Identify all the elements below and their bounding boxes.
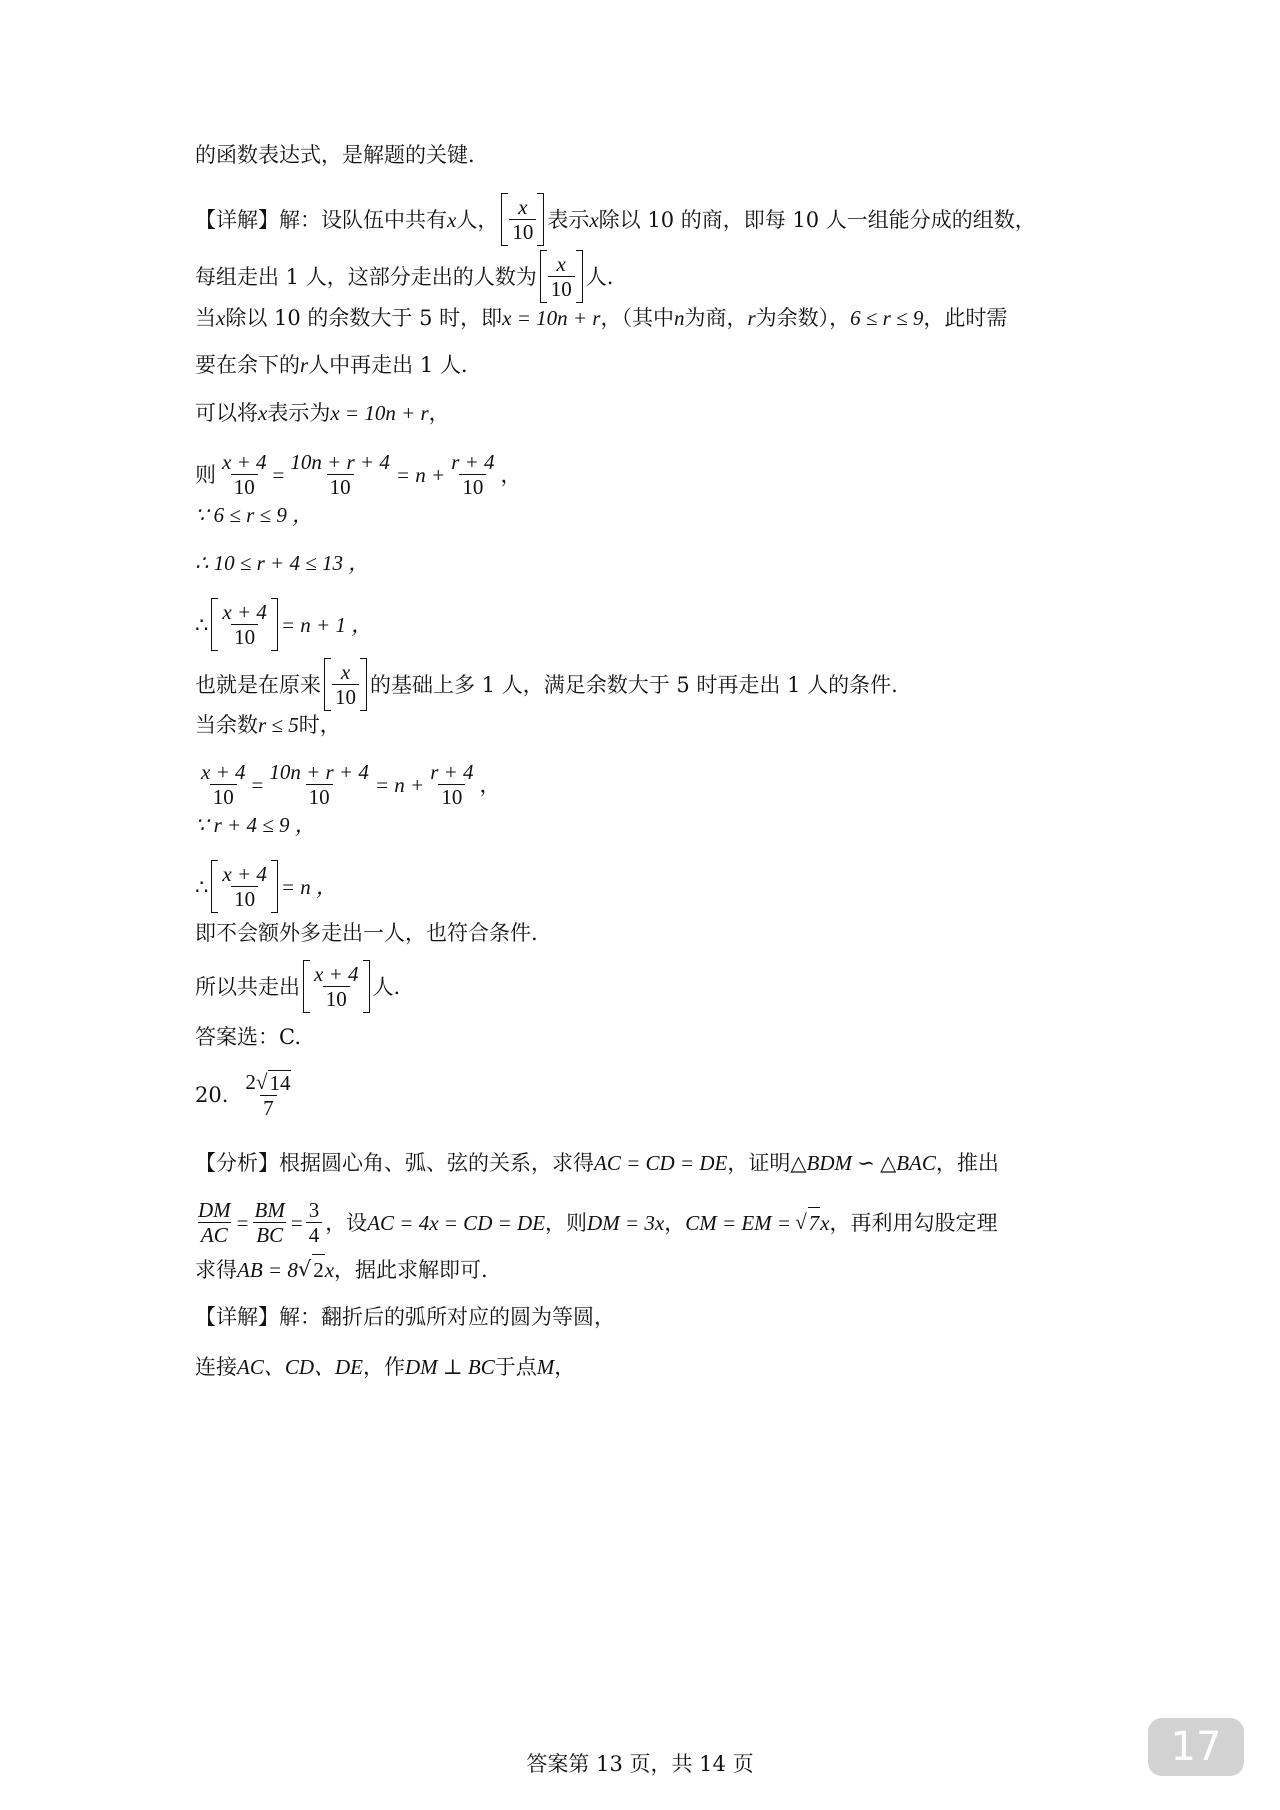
text: 人. — [585, 264, 614, 289]
text-line-3 — [195, 250, 613, 303]
expression: = n + 1 ， — [280, 612, 373, 637]
text: ，作 — [363, 1355, 405, 1379]
text: ，再利用勾股定理 — [829, 1210, 998, 1235]
text: ，推出 — [935, 1151, 999, 1175]
text: 求得 — [195, 1257, 237, 1282]
similarity: △BDM ∽ △BAC — [790, 1151, 936, 1175]
text-line-21 — [195, 1198, 997, 1247]
text: 除以 10 的商，即每 10 人一组能分成的组数， — [598, 207, 1036, 232]
numerator: 10n + r + 4 — [290, 450, 390, 474]
denominator: 10 — [306, 784, 333, 809]
text: 人中再走出 1 人. — [308, 353, 468, 377]
fraction — [195, 1198, 234, 1247]
inequality: r ≤ 5 — [258, 713, 299, 737]
text: ， — [479, 772, 501, 797]
text-line-2 — [195, 193, 1036, 246]
denominator: 10 — [548, 276, 575, 301]
numerator: x + 4 — [314, 962, 359, 986]
numerator: 10n + r + 4 — [269, 760, 369, 784]
numerator: x + 4 — [222, 450, 267, 474]
page-number-badge[interactable]: 17 — [1148, 1718, 1244, 1776]
numerator: BM — [254, 1198, 285, 1222]
text: 时， — [298, 713, 341, 737]
text-line-23 — [195, 1302, 615, 1332]
equation: x = 10n + r — [330, 401, 429, 425]
text-line-14 — [195, 810, 316, 840]
denominator: 10 — [231, 886, 258, 911]
question-number: 20. — [195, 1083, 229, 1107]
text-line-17 — [195, 960, 400, 1013]
text: 的函数表达式，是解题的关键. — [195, 143, 475, 167]
text-line-15 — [195, 860, 337, 913]
page-footer: 答案第 13 页，共 14 页 — [526, 1752, 754, 1776]
text: 的基础上多 1 人，满足余数大于 5 时再走出 1 人的条件. — [370, 672, 898, 697]
inequality: 6 ≤ r ≤ 9 — [850, 306, 924, 330]
denominator: 10 — [459, 474, 486, 499]
var-r: r — [300, 353, 309, 377]
text-line-22 — [195, 1254, 488, 1285]
text-line-7 — [195, 450, 522, 499]
denominator: 10 — [323, 986, 350, 1011]
equation: CM = EM = — [685, 1210, 792, 1235]
denominator: 10 — [210, 784, 237, 809]
text: 可以将 — [195, 401, 258, 425]
numerator: x — [340, 660, 351, 684]
denominator: 10 — [327, 474, 354, 499]
expression: = n + — [395, 462, 446, 487]
segments: AC、CD、DE — [237, 1355, 363, 1379]
text: ， — [664, 1210, 686, 1235]
text: ，则 — [545, 1210, 588, 1235]
text-line-5 — [195, 350, 468, 380]
text: 表示为 — [267, 401, 331, 425]
text-line-9 — [195, 548, 369, 578]
text-line-12 — [195, 710, 341, 740]
equation: AC = 4x = CD = DE — [367, 1210, 546, 1235]
text: 人. — [372, 974, 401, 999]
floor-bracket — [211, 860, 278, 913]
text: 则 — [195, 462, 216, 487]
text-line-8 — [195, 500, 313, 530]
therefore-symbol: ∴ — [195, 612, 209, 637]
text: 人， — [456, 207, 499, 232]
expression: = n ， — [280, 874, 338, 899]
text: ，此时需 — [923, 306, 1008, 330]
fraction — [311, 962, 362, 1011]
fraction — [219, 862, 270, 911]
var-x: x — [216, 306, 226, 330]
var-r: r — [747, 306, 756, 330]
var-x: x — [258, 401, 268, 425]
fraction — [198, 760, 249, 809]
numerator: x + 4 — [222, 862, 267, 886]
floor-bracket — [324, 658, 367, 711]
denominator: 10 — [332, 684, 359, 709]
numerator: 3 — [308, 1198, 320, 1222]
radicand: 2 — [312, 1254, 325, 1285]
fraction — [332, 660, 359, 709]
fraction — [266, 760, 372, 809]
radicand: 14 — [269, 1071, 291, 1095]
text: 于点 — [494, 1355, 537, 1379]
text: ， — [500, 462, 522, 487]
text-line-13 — [195, 760, 501, 809]
text-line-20 — [195, 1148, 999, 1178]
text-line-6 — [195, 398, 450, 428]
expression: = n + — [374, 772, 425, 797]
equals: = — [251, 772, 264, 797]
question-20-answer — [195, 1070, 297, 1120]
denominator: 7 — [260, 1095, 277, 1120]
text: 也就是在原来 — [195, 672, 321, 697]
sqrt: √ 2 — [298, 1254, 325, 1285]
radicand: 7 — [808, 1207, 821, 1238]
fraction — [219, 450, 270, 499]
text-line-24 — [195, 1352, 575, 1382]
text: 为商， — [684, 306, 748, 330]
var-x: x — [589, 207, 599, 232]
text: ， — [554, 1355, 576, 1379]
point-m: M — [536, 1355, 555, 1379]
numerator: r + 4 — [430, 760, 474, 784]
text: 当 — [195, 306, 216, 330]
text: 除以 10 的余数大于 5 时，即 — [225, 306, 503, 330]
equation: DM = 3x — [587, 1210, 665, 1235]
text: 答案选：C. — [195, 1025, 301, 1049]
text: 【详解】解：设队伍中共有 — [195, 207, 447, 232]
equals: = — [290, 1210, 303, 1235]
denominator: 4 — [306, 1222, 323, 1247]
text: 当余数 — [195, 713, 258, 737]
equals: = — [272, 462, 285, 487]
fraction — [252, 1198, 288, 1247]
numerator: x — [556, 252, 566, 276]
numerator: DM — [198, 1198, 231, 1222]
statement: ∵ 6 ≤ r ≤ 9 ， — [195, 503, 314, 527]
var-x: x — [324, 1257, 335, 1282]
fraction — [219, 600, 270, 649]
text: ，设 — [325, 1210, 368, 1235]
numerator: x — [518, 195, 528, 219]
floor-bracket — [211, 598, 278, 651]
numerator: x + 4 — [201, 760, 246, 784]
text-line-16 — [195, 918, 538, 948]
text: ，（其中 — [600, 306, 674, 330]
denominator: 10 — [231, 474, 258, 499]
sqrt: √ 14 — [255, 1070, 291, 1095]
text: 所以共走出 — [195, 974, 300, 999]
statement: ∴ 10 ≤ r + 4 ≤ 13 ， — [195, 551, 370, 575]
denominator: 10 — [438, 784, 465, 809]
therefore-symbol: ∴ — [195, 874, 209, 899]
fraction — [287, 450, 393, 499]
coefficient: 2 — [245, 1070, 256, 1094]
fraction — [427, 760, 476, 809]
equation: AB = 8 — [237, 1257, 298, 1282]
denominator: AC — [198, 1222, 231, 1247]
numerator — [242, 1070, 294, 1095]
text: 每组走出 1 人，这部分走出的人数为 — [195, 264, 537, 289]
equation: AC = CD = DE — [594, 1151, 728, 1175]
text: 【详解】解：翻折后的弧所对应的圆为等圆， — [195, 1305, 615, 1329]
denominator: 10 — [231, 624, 258, 649]
text: 【分析】根据圆心角、弧、弦的关系，求得 — [195, 1151, 594, 1175]
sqrt: √ 7 — [795, 1207, 820, 1238]
text-line-1 — [195, 140, 475, 170]
floor-bracket — [540, 250, 583, 303]
text: 为余数）， — [755, 306, 851, 330]
numerator: r + 4 — [451, 450, 495, 474]
numerator: x + 4 — [222, 600, 267, 624]
text: ，据此求解即可. — [334, 1257, 488, 1282]
floor-bracket — [501, 193, 544, 246]
equation: x = 10n + r — [502, 306, 601, 330]
fraction — [448, 450, 497, 499]
var-n: n — [673, 306, 685, 330]
fraction — [548, 252, 575, 301]
text: 表示 — [547, 207, 590, 232]
text: 连接 — [195, 1355, 237, 1379]
text: ，证明 — [727, 1151, 791, 1175]
fraction — [242, 1070, 294, 1120]
text: ， — [428, 401, 450, 425]
statement: ∵ r + 4 ≤ 9 ， — [195, 813, 316, 837]
var-x: x — [820, 1210, 830, 1235]
text-line-18 — [195, 1022, 301, 1052]
text-line-4 — [195, 303, 1007, 333]
var-x: x — [447, 207, 457, 232]
text: 即不会额外多走出一人，也符合条件. — [195, 921, 538, 945]
text-line-10 — [195, 598, 372, 651]
fraction — [509, 195, 536, 244]
equals: = — [236, 1210, 249, 1235]
denominator: 10 — [509, 219, 536, 244]
perpendicular: DM ⊥ BC — [405, 1355, 495, 1379]
text: 要在余下的 — [195, 353, 300, 377]
text-line-11 — [195, 658, 898, 711]
fraction — [306, 1198, 323, 1247]
floor-bracket — [303, 960, 370, 1013]
denominator: BC — [253, 1222, 286, 1247]
